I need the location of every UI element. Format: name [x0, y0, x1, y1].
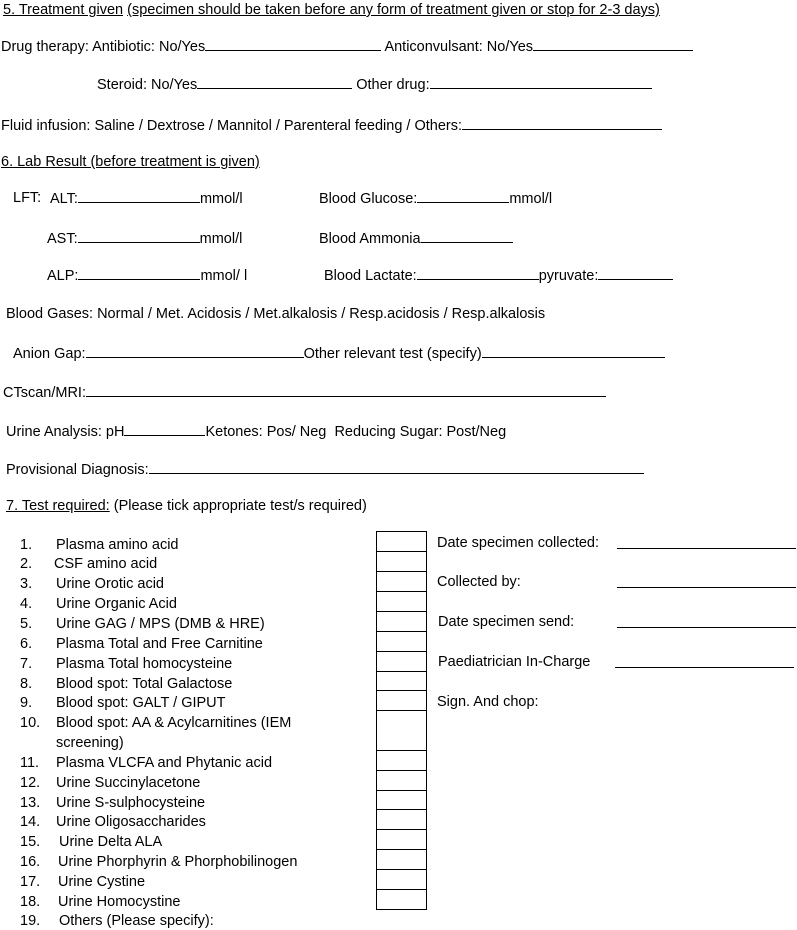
- other-drug-field[interactable]: [430, 75, 652, 89]
- urine-ph-field[interactable]: [124, 422, 205, 436]
- alp-unit: mmol/ l: [200, 268, 248, 284]
- alp-field[interactable]: [78, 266, 200, 280]
- blood-glucose-unit: mmol/l: [509, 191, 553, 207]
- anion-gap-field[interactable]: [86, 344, 304, 358]
- test-name: Urine Succinylacetone: [56, 775, 201, 791]
- ketones-label: Ketones: Pos/ Neg: [205, 424, 327, 440]
- anticonvulsant-field[interactable]: [533, 37, 693, 51]
- tick-box-2[interactable]: [376, 551, 427, 572]
- date-send-label: Date specimen send:: [438, 614, 575, 630]
- ctscan-row: [3, 383, 606, 402]
- fluid-infusion-row: [1, 116, 662, 135]
- tick-box-4[interactable]: [376, 591, 427, 612]
- tick-box-8[interactable]: [376, 671, 427, 691]
- test-num: 10.: [20, 715, 41, 731]
- test-name: Urine GAG / MPS (DMB & HRE): [56, 616, 265, 632]
- test-name: Urine Orotic acid: [56, 576, 164, 592]
- alt-field[interactable]: [78, 189, 200, 203]
- test-num: 18.: [20, 894, 41, 910]
- blood-glucose-label: Blood Glucose:: [319, 191, 418, 207]
- anion-gap-row: [13, 344, 665, 363]
- test-name: Blood spot: Total Galactose: [56, 676, 233, 692]
- tick-box-11[interactable]: [376, 750, 427, 771]
- tick-box-15[interactable]: [376, 829, 427, 850]
- test-num: 9.: [20, 695, 33, 711]
- provisional-field[interactable]: [149, 460, 644, 474]
- section7-heading-text: 7. Test required:: [6, 498, 110, 514]
- blood-ammonia-row: [319, 229, 513, 248]
- tick-box-13[interactable]: [376, 790, 427, 810]
- tick-box-3[interactable]: [376, 571, 427, 592]
- other-drug-label: Other drug:: [356, 77, 430, 93]
- date-collected-field[interactable]: [617, 548, 796, 549]
- date-send-field[interactable]: [617, 627, 796, 628]
- fluid-infusion-field[interactable]: [462, 116, 662, 130]
- other-test-field[interactable]: [482, 344, 665, 358]
- blood-glucose-row: [319, 189, 552, 208]
- test-name: Urine Oligosaccharides: [56, 814, 206, 830]
- test-num: 4.: [20, 596, 33, 612]
- ctscan-field[interactable]: [86, 383, 606, 397]
- alt-unit: mmol/l: [199, 191, 243, 207]
- test-name: Urine S-sulphocysteine: [56, 795, 206, 811]
- test-num: 2.: [20, 556, 33, 572]
- alp-row: [47, 266, 247, 285]
- ast-label: AST:: [47, 231, 78, 247]
- blood-ammonia-label: Blood Ammonia: [319, 231, 421, 247]
- tick-box-6[interactable]: [376, 631, 427, 652]
- anticonvulsant-label: Anticonvulsant: No/Yes: [384, 39, 534, 55]
- test-name: Urine Phorphyrin & Phorphobilinogen: [58, 854, 298, 870]
- fluid-infusion-label: Fluid infusion: Saline / Dextrose / Mannitol / Parenteral feeding / Others:: [1, 118, 463, 134]
- blood-gases-label: Blood Gases: Normal / Met. Acidosis / Met.alkalosis / Resp.acidosis / Resp.alkalosis: [6, 306, 546, 322]
- paediatrician-label: Paediatrician In-Charge: [438, 654, 591, 670]
- section5-heading-text: 5. Treatment given: [3, 2, 124, 18]
- test-num: 11.: [20, 755, 40, 771]
- test-name: Blood spot: GALT / GIPUT: [56, 695, 226, 711]
- test-name-continued: screening): [56, 735, 124, 751]
- pyruvate-label: pyruvate:: [538, 268, 599, 284]
- date-collected-label: Date specimen collected:: [437, 535, 599, 551]
- test-num: 3.: [20, 576, 33, 592]
- steroid-row: [97, 75, 652, 94]
- test-num: 5.: [20, 616, 33, 632]
- ast-unit: mmol/l: [199, 231, 243, 247]
- steroid-label: Steroid: No/Yes: [97, 77, 198, 93]
- lft-label: LFT:: [13, 190, 42, 206]
- test-name: Urine Homocystine: [58, 894, 181, 910]
- test-num: 15.: [20, 834, 41, 850]
- steroid-field[interactable]: [197, 75, 352, 89]
- tick-box-17[interactable]: [376, 869, 427, 890]
- tick-box-16[interactable]: [376, 849, 427, 870]
- blood-lactate-field[interactable]: [417, 266, 539, 280]
- drug-therapy-row: [1, 37, 693, 56]
- test-num: 16.: [20, 854, 41, 870]
- provisional-row: [6, 460, 644, 479]
- alt-row: [50, 189, 243, 208]
- ast-row: [47, 229, 242, 248]
- tick-box-14[interactable]: [376, 809, 427, 830]
- section7-note: (Please tick appropriate test/s required): [113, 498, 367, 514]
- test-num: 12.: [20, 775, 41, 791]
- sign-label: Sign. And chop:: [437, 694, 539, 710]
- test-num: 14.: [20, 814, 41, 830]
- test-name: Urine Organic Acid: [56, 596, 177, 612]
- other-test-label: Other relevant test (specify): [303, 346, 482, 362]
- ast-field[interactable]: [78, 229, 200, 243]
- anion-gap-label: Anion Gap:: [13, 346, 86, 362]
- blood-lactate-label: Blood Lactate:: [324, 268, 417, 284]
- section5-heading: [3, 1, 660, 19]
- test-num: 1.: [20, 537, 33, 553]
- section5-note: (specimen should be taken before any form of treatment given or stop for 2-3 days): [127, 2, 660, 18]
- alp-label: ALP:: [47, 268, 79, 284]
- tick-box-18[interactable]: [376, 889, 427, 910]
- test-name: Urine Delta ALA: [59, 834, 163, 850]
- tick-box-10[interactable]: [376, 710, 427, 751]
- urine-analysis-row: [6, 422, 506, 441]
- test-name: Plasma Total homocysteine: [56, 656, 233, 672]
- tick-box-7[interactable]: [376, 651, 427, 672]
- test-num: 7.: [20, 656, 33, 672]
- pyruvate-field[interactable]: [598, 266, 673, 280]
- test-name: Blood spot: AA & Acylcarnitines (IEM: [56, 715, 292, 731]
- alt-label: ALT:: [50, 191, 78, 207]
- test-num: 6.: [20, 636, 33, 652]
- blood-lactate-row: [324, 266, 673, 285]
- drug-therapy-label: Drug therapy: Antibiotic: No/Yes: [1, 39, 206, 55]
- test-name: CSF amino acid: [54, 556, 158, 572]
- test-name: Urine Cystine: [58, 874, 146, 890]
- test-num: 13.: [20, 795, 41, 811]
- collected-by-label: Collected by:: [437, 574, 521, 590]
- test-num: 17.: [20, 874, 41, 890]
- section6-heading: 6. Lab Result (before treatment is given): [1, 154, 260, 170]
- provisional-label: Provisional Diagnosis:: [6, 462, 149, 478]
- reducing-sugar-label: Reducing Sugar: Post/Neg: [334, 424, 507, 440]
- tick-box-9[interactable]: [376, 690, 427, 711]
- blood-glucose-field[interactable]: [417, 189, 509, 203]
- collected-by-field[interactable]: [617, 587, 796, 588]
- test-name: Plasma amino acid: [56, 537, 179, 553]
- antibiotic-field[interactable]: [205, 37, 381, 51]
- urine-ph-label: Urine Analysis: pH: [6, 424, 125, 440]
- ctscan-label: CTscan/MRI:: [3, 385, 86, 401]
- tick-box-1[interactable]: [376, 531, 427, 552]
- test-name: Others (Please specify):: [59, 913, 214, 929]
- blood-ammonia-field[interactable]: [421, 229, 513, 243]
- test-name: Plasma VLCFA and Phytanic acid: [56, 755, 273, 771]
- section7-heading: [6, 497, 367, 515]
- paediatrician-field[interactable]: [615, 667, 794, 668]
- test-num: 19.: [20, 913, 41, 929]
- tick-box-12[interactable]: [376, 770, 427, 791]
- test-num: 8.: [20, 676, 33, 692]
- test-name: Plasma Total and Free Carnitine: [56, 636, 263, 652]
- tick-box-5[interactable]: [376, 611, 427, 632]
